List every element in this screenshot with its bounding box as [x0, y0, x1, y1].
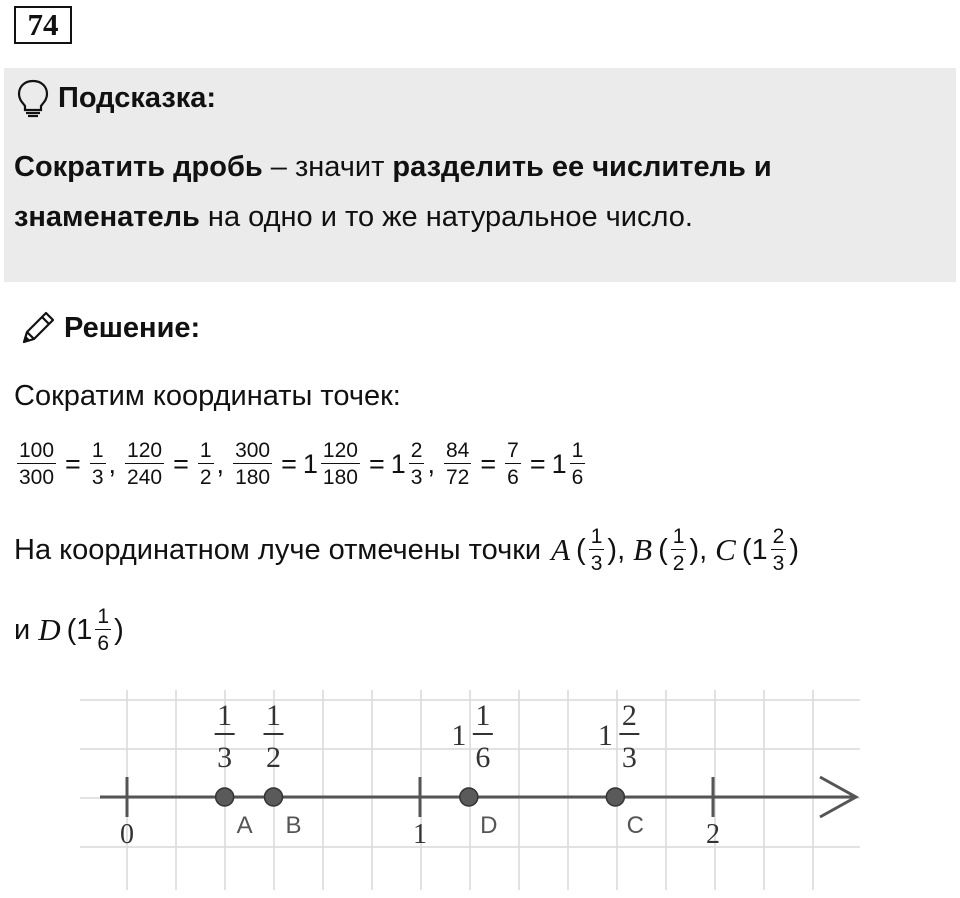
reduction-equations: [14, 440, 588, 488]
tick-label: 0: [120, 819, 134, 850]
fraction: $\frac{300}{180}$: [235, 439, 271, 489]
hint-bold-2: разделить ее числитель и: [392, 151, 772, 183]
point-name-b: B: [633, 532, 653, 567]
fraction-d: $\frac{1}{6}$: [97, 605, 110, 655]
point-fraction-numerator: 1: [266, 699, 281, 732]
points-sentence-cont: [14, 606, 124, 654]
point-marker: [606, 788, 624, 806]
paren: ): [789, 533, 800, 566]
fraction: $\frac{7}{6}$: [507, 439, 519, 489]
pencil-icon: [18, 308, 58, 348]
paren: ): [114, 613, 124, 646]
point-fraction-denominator: 3: [217, 741, 233, 774]
hint-heading: [16, 78, 216, 118]
point-name-label: C: [626, 812, 645, 839]
hint-bold-3: знаменатель: [14, 201, 200, 233]
solution-title: Решение:: [64, 311, 201, 344]
point-name-c: C: [715, 532, 736, 567]
point-whole-part: 1: [597, 719, 613, 752]
lightbulb-icon: [16, 78, 50, 118]
comma: ,: [108, 448, 117, 479]
points-text: На координатном луче отмечены точки: [14, 533, 542, 566]
hint-text-2: на одно и то же натуральное число.: [199, 201, 693, 233]
fraction-b: $\frac{1}{2}$: [672, 525, 685, 575]
fraction: $\frac{1}{3}$: [91, 439, 104, 489]
equals-sign: =: [65, 448, 81, 479]
point-fraction-numerator: 1: [475, 699, 491, 732]
hint-bold-1: Сократить дробь: [14, 151, 263, 183]
fraction-c: $\frac{2}{3}$: [772, 525, 785, 575]
whole-part: 1: [551, 448, 567, 479]
comma: ,: [617, 533, 626, 566]
tick-label: 1: [413, 819, 427, 850]
point-name-a: A: [551, 532, 571, 567]
equals-sign: =: [529, 448, 546, 479]
point-fraction-denominator: 2: [266, 741, 281, 774]
hint-text: [14, 142, 914, 242]
fraction: $\frac{120}{180}$: [322, 439, 358, 489]
point-marker: [460, 788, 478, 806]
paren: (: [576, 533, 586, 566]
number-line-figure: [0, 680, 960, 898]
fraction-a: $\frac{1}{3}$: [590, 525, 603, 575]
point-fraction-numerator: 1: [217, 699, 233, 732]
tick-label: 2: [706, 819, 720, 850]
paren: (: [658, 533, 668, 566]
point-name-label: D: [480, 812, 498, 839]
whole-part: 1: [302, 448, 318, 479]
equals-sign: =: [480, 448, 497, 479]
point-marker: [265, 788, 283, 806]
hint-title: Подсказка:: [58, 81, 217, 114]
point-name-label: A: [236, 812, 253, 839]
whole-part: 1: [390, 448, 406, 479]
point-fraction-denominator: 6: [475, 741, 491, 774]
paren: ): [689, 533, 700, 566]
solution-intro: Сократим координаты точек:: [14, 380, 401, 412]
fraction: $\frac{120}{240}$: [127, 439, 163, 489]
point-name-label: B: [285, 812, 302, 839]
equals-sign: =: [368, 448, 385, 479]
comma: ,: [427, 448, 435, 479]
point-fraction-denominator: 3: [621, 741, 637, 774]
task-number: 74: [14, 6, 72, 44]
paren: (: [741, 533, 752, 566]
and-word: и: [14, 613, 31, 646]
fraction: $\frac{2}{3}$: [410, 439, 423, 489]
hint-text-1: – значит: [262, 151, 393, 183]
equals-sign: =: [281, 448, 297, 479]
point-fraction-numerator: 2: [621, 699, 637, 732]
comma: ,: [699, 533, 708, 566]
solution-heading: [18, 308, 200, 348]
points-sentence: [14, 526, 799, 574]
whole-part: 1: [76, 613, 93, 646]
fraction: $\frac{84}{72}$: [445, 439, 470, 489]
comma: ,: [216, 448, 225, 479]
fraction: $\frac{1}{6}$: [571, 439, 584, 489]
point-name-d: D: [38, 612, 61, 647]
point-marker: [216, 788, 234, 806]
paren: ): [607, 533, 618, 566]
paren: (: [66, 613, 77, 646]
whole-part: 1: [751, 533, 768, 566]
fraction: $\frac{1}{2}$: [199, 439, 212, 489]
fraction: $\frac{100}{300}$: [19, 439, 55, 489]
point-whole-part: 1: [451, 719, 467, 752]
equals-sign: =: [173, 448, 189, 479]
